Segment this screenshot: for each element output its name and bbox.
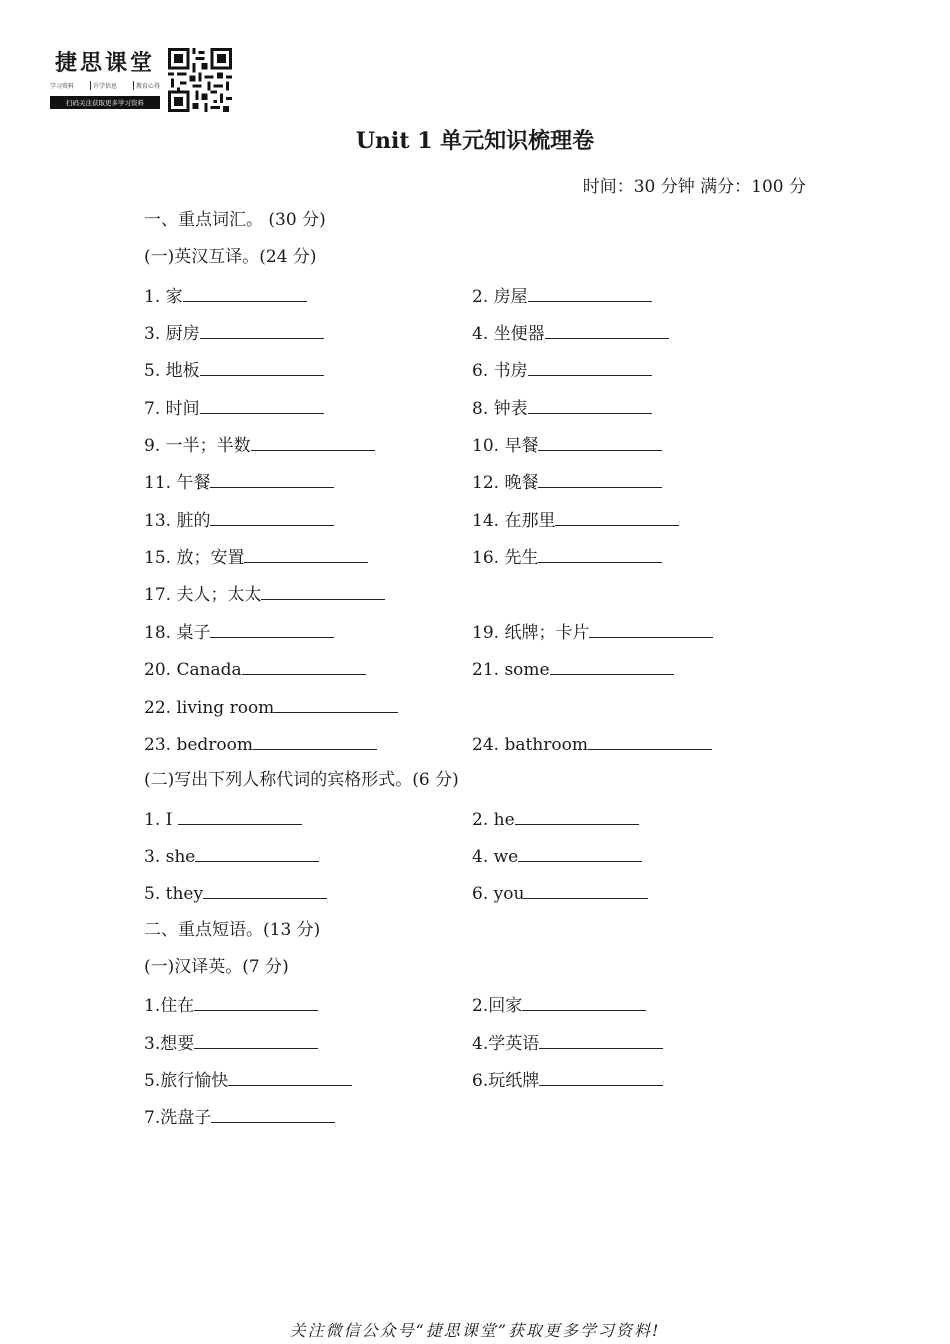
question-item [472, 320, 669, 344]
question-item [472, 1067, 663, 1091]
question-label: 17. 夫人；太太 [144, 585, 262, 605]
brand-tag: 学习资料 [50, 83, 75, 90]
brand-tag: 教育心得 [133, 81, 160, 90]
brand-name: 捷思课堂 [54, 50, 155, 76]
question-item [472, 357, 652, 381]
answer-blank[interactable] [518, 843, 642, 862]
question-item [472, 619, 713, 643]
question-label: 2.回家 [472, 996, 523, 1016]
question-label: 5. they [144, 884, 204, 904]
question-label: 10. 早餐 [472, 436, 539, 456]
question-label: 3.想要 [144, 1034, 195, 1054]
question-label: 7.洗盘子 [144, 1108, 212, 1128]
question-label: 4. 坐便器 [472, 324, 545, 344]
question-label: 22. living room [144, 698, 275, 718]
answer-blank[interactable] [178, 806, 302, 825]
answer-blank[interactable] [274, 694, 398, 713]
question-label: 15. 放；安置 [144, 548, 245, 568]
answer-blank[interactable] [528, 395, 652, 414]
footer-note: 关注微信公众号“捷思课堂”获取更多学习资料! [289, 1321, 661, 1340]
answer-blank[interactable] [251, 432, 375, 451]
question-item [144, 283, 307, 307]
question-item [144, 619, 334, 643]
question-item [144, 656, 366, 680]
answer-blank[interactable] [261, 581, 385, 600]
qr-code-icon [168, 48, 232, 112]
question-label: 20. Canada [144, 660, 242, 680]
question-label: 11. 午餐 [144, 473, 211, 493]
answer-blank[interactable] [210, 469, 334, 488]
question-item [472, 283, 652, 307]
question-label: 1. I [144, 810, 178, 830]
question-item [472, 843, 642, 867]
question-label: 18. 桌子 [144, 623, 211, 643]
answer-blank[interactable] [515, 806, 639, 825]
answer-blank[interactable] [194, 1030, 318, 1049]
question-label: 4. we [472, 847, 519, 867]
answer-blank[interactable] [528, 283, 652, 302]
answer-blank[interactable] [524, 880, 648, 899]
subsection-heading: (一)汉译英。(7 分) [144, 957, 289, 977]
section-heading: 一、重点词汇。 (30 分) [144, 210, 326, 230]
answer-blank[interactable] [210, 507, 334, 526]
question-label: 5.旅行愉快 [144, 1071, 229, 1091]
question-item [472, 1030, 663, 1054]
question-label: 7. 时间 [144, 399, 200, 419]
answer-blank[interactable] [183, 283, 307, 302]
question-label: 8. 钟表 [472, 399, 528, 419]
question-label: 2. 房屋 [472, 287, 528, 307]
answer-blank[interactable] [253, 731, 377, 750]
answer-blank[interactable] [528, 357, 652, 376]
page-title: Unit 1 单元知识梳理卷 [355, 128, 595, 154]
question-label: 6.玩纸牌 [472, 1071, 540, 1091]
question-item [144, 357, 324, 381]
question-item [144, 694, 398, 718]
answer-blank[interactable] [538, 544, 662, 563]
subsection-heading: (二)写出下列人称代词的宾格形式。(6 分) [144, 770, 459, 790]
question-item [144, 432, 375, 456]
question-label: 16. 先生 [472, 548, 539, 568]
question-label: 2. he [472, 810, 515, 830]
question-label: 3. she [144, 847, 196, 867]
question-label: 1. 家 [144, 287, 183, 307]
answer-blank[interactable] [210, 619, 334, 638]
question-label: 13. 脏的 [144, 511, 211, 531]
question-label: 3. 厨房 [144, 324, 200, 344]
question-item [144, 581, 385, 605]
question-item [472, 880, 648, 904]
question-item [144, 992, 318, 1016]
question-item [144, 507, 334, 531]
answer-blank[interactable] [244, 544, 368, 563]
question-label: 5. 地板 [144, 361, 200, 381]
question-label: 1.住在 [144, 996, 195, 1016]
answer-blank[interactable] [545, 320, 669, 339]
answer-blank[interactable] [539, 1030, 663, 1049]
answer-blank[interactable] [200, 320, 324, 339]
question-item [144, 731, 377, 755]
question-label: 14. 在那里 [472, 511, 556, 531]
question-item [144, 1104, 335, 1128]
answer-blank[interactable] [588, 731, 712, 750]
subsection-heading: (一)英汉互译。(24 分) [144, 247, 317, 267]
question-item [472, 469, 662, 493]
question-label: 6. you [472, 884, 525, 904]
question-item [472, 806, 639, 830]
question-item [144, 806, 302, 830]
section-heading: 二、重点短语。(13 分) [144, 920, 321, 940]
answer-blank[interactable] [538, 432, 662, 451]
answer-blank[interactable] [211, 1104, 335, 1123]
question-item [472, 432, 662, 456]
answer-blank[interactable] [228, 1067, 352, 1086]
question-item [144, 320, 324, 344]
question-item [144, 1067, 352, 1091]
question-label: 23. bedroom [144, 735, 253, 755]
question-label: 19. 纸牌；卡片 [472, 623, 590, 643]
question-item [472, 656, 674, 680]
question-item [144, 880, 327, 904]
question-item [144, 469, 334, 493]
answer-blank[interactable] [203, 880, 327, 899]
brand-slogan: 扫码关注获取更多学习资料 [50, 96, 160, 109]
answer-blank[interactable] [589, 619, 713, 638]
question-item [472, 992, 646, 1016]
question-item [472, 544, 662, 568]
answer-blank[interactable] [522, 992, 646, 1011]
answer-blank[interactable] [242, 656, 366, 675]
question-item [472, 731, 712, 755]
answer-blank[interactable] [194, 992, 318, 1011]
time-score-info: 时间：30 分钟 满分：100 分 [582, 177, 806, 197]
answer-blank[interactable] [539, 1067, 663, 1086]
brand-logo [50, 46, 160, 109]
question-item [472, 395, 652, 419]
question-label: 24. bathroom [472, 735, 588, 755]
question-label: 6. 书房 [472, 361, 528, 381]
question-item [144, 395, 324, 419]
question-item [144, 1030, 318, 1054]
question-label: 9. 一半；半数 [144, 436, 251, 456]
answer-blank[interactable] [550, 656, 674, 675]
question-label: 12. 晚餐 [472, 473, 539, 493]
brand-tags [50, 81, 160, 90]
answer-blank[interactable] [200, 357, 324, 376]
answer-blank[interactable] [538, 469, 662, 488]
question-label: 4.学英语 [472, 1034, 540, 1054]
question-item [144, 843, 319, 867]
question-item [144, 544, 368, 568]
answer-blank[interactable] [195, 843, 319, 862]
answer-blank[interactable] [200, 395, 324, 414]
question-item [472, 507, 679, 531]
brand-tag: 升学信息 [90, 81, 117, 90]
question-label: 21. some [472, 660, 550, 680]
answer-blank[interactable] [555, 507, 679, 526]
